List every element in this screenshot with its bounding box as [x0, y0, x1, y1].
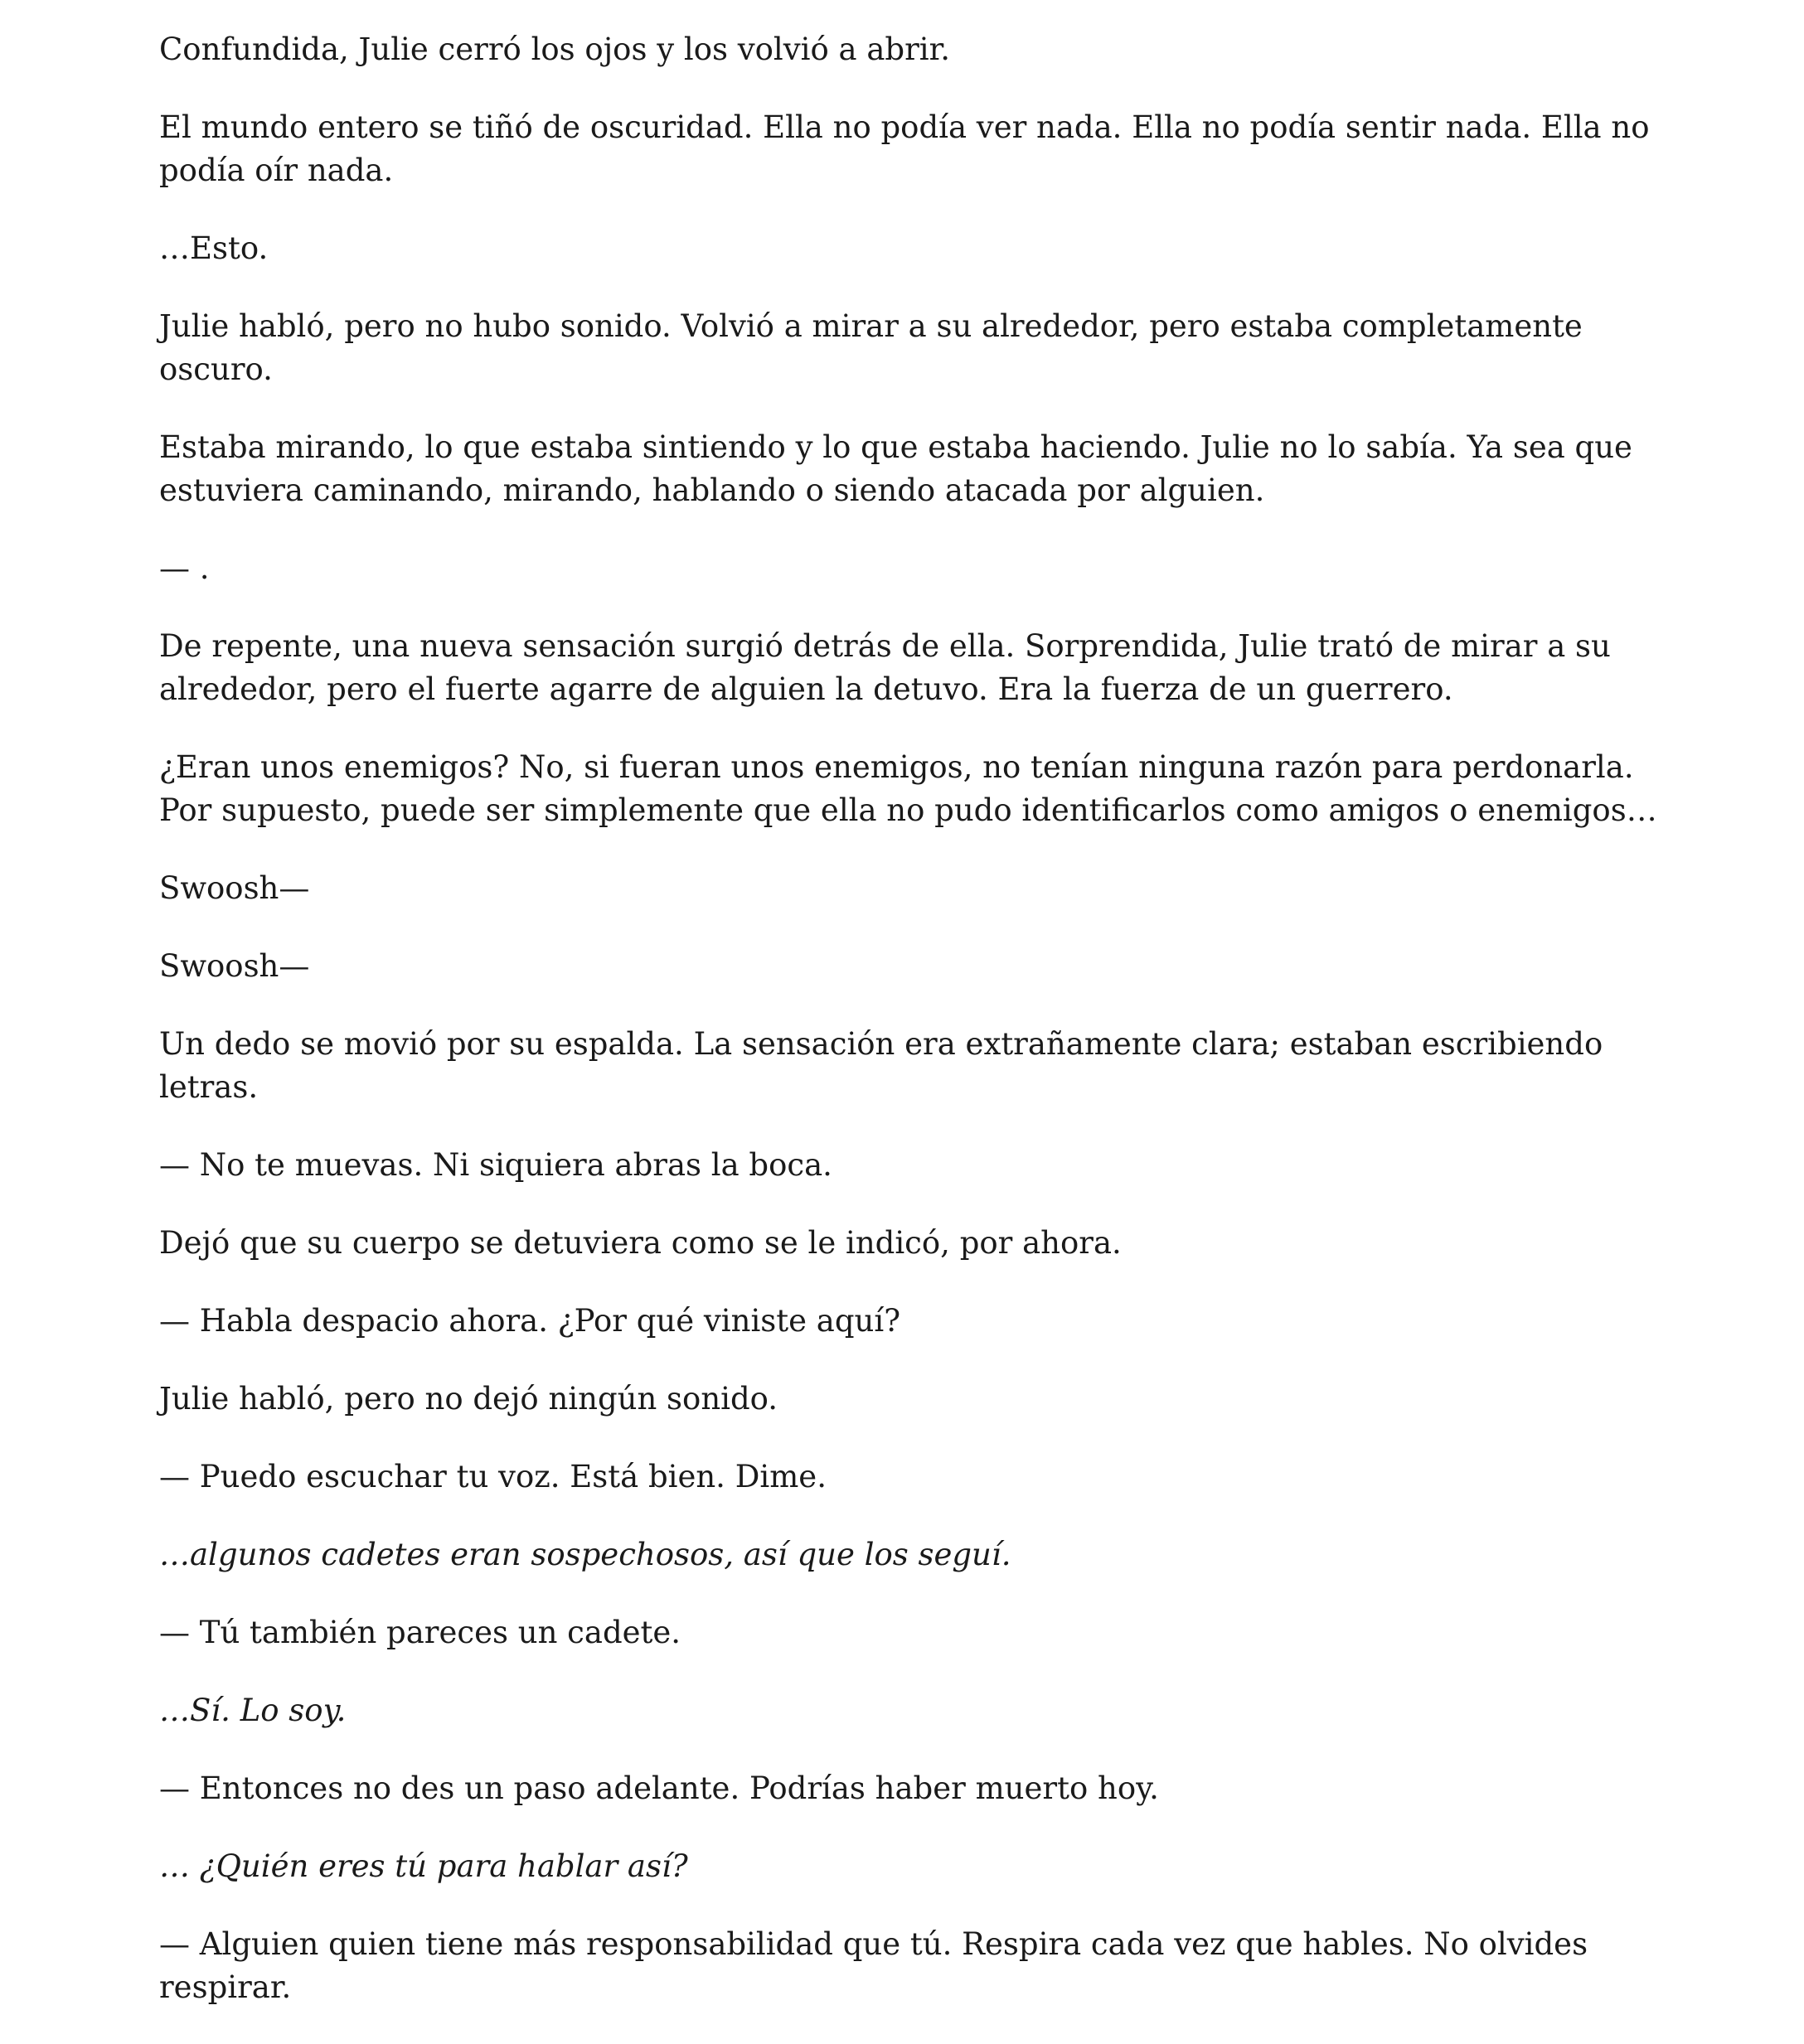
- paragraph: Swoosh—: [159, 948, 310, 984]
- paragraph: De repente, una nueva sensación surgió detrás de ella. Sorprendida, Julie trató de mirar a su alrededor, pero el fuerte agarre de alguien la detuvo. Era la fuerza de un guerrero.: [159, 628, 1621, 707]
- paragraph: ¿Eran unos enemigos? No, si fueran unos enemigos, no tenían ninguna razón para perdonarla. Por supuesto, puede ser simplemente que ella no pudo identificarlos como amigos o enemigos…: [159, 749, 1657, 828]
- paragraph: Un dedo se movió por su espalda. La sensación era extrañamente clara; estaban escribiendo letras.: [159, 1026, 1612, 1105]
- paragraph: …Sí. Lo soy.: [159, 1693, 347, 1728]
- paragraph: … ¿Quién eres tú para hablar así?: [159, 1848, 688, 1884]
- paragraph: — Tú también pareces un cadete.: [159, 1615, 681, 1650]
- paragraph: El mundo entero se tiñó de oscuridad. Ella no podía ver nada. Ella no podía sentir nada. Ella no podía oír nada.: [159, 109, 1660, 188]
- paragraph: — Habla despacio ahora. ¿Por qué viniste aquí?: [159, 1303, 901, 1339]
- paragraph: — No te muevas. Ni siquiera abras la boca.: [159, 1147, 832, 1183]
- paragraph: — Puedo escuchar tu voz. Está bien. Dime.: [159, 1459, 827, 1494]
- paragraph: Swoosh—: [159, 870, 310, 906]
- paragraph: — Entonces no des un paso adelante. Podrías haber muerto hoy.: [159, 1770, 1159, 1806]
- paragraph: Dejó que su cuerpo se detuviera como se le indicó, por ahora.: [159, 1225, 1122, 1261]
- paragraph: …algunos cadetes eran sospechosos, así que los seguí.: [159, 1537, 1011, 1572]
- paragraph: Julie habló, pero no dejó ningún sonido.: [159, 1381, 778, 1417]
- paragraph: — Alguien quien tiene más responsabilidad que tú. Respira cada vez que hables. No olvides respirar.: [159, 1926, 1598, 2005]
- document-page: [159, 28, 1685, 2044]
- paragraph: Estaba mirando, lo que estaba sintiendo y lo que estaba haciendo. Julie no lo sabía. Ya sea que estuviera caminando, mirando, hablando o siendo atacada por alguien.: [159, 429, 1642, 508]
- paragraph: Julie habló, pero no hubo sonido. Volvió a mirar a su alrededor, pero estaba completamente oscuro.: [159, 308, 1593, 387]
- paragraph: …Esto.: [159, 230, 269, 266]
- paragraph: — .: [159, 550, 210, 586]
- paragraph: Confundida, Julie cerró los ojos y los volvió a abrir.: [159, 31, 950, 67]
